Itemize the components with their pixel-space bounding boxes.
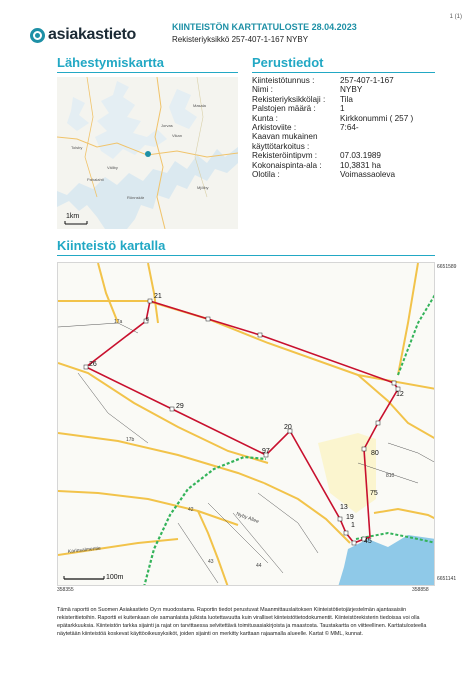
place-name: Mjölby [197, 185, 209, 190]
info-row [252, 85, 452, 94]
coord-top-right: 6651589 [437, 264, 457, 270]
info-row [252, 104, 452, 113]
place-name: Masala [193, 103, 206, 108]
point-label: 29 [176, 403, 184, 410]
parcel-label: 42 [188, 507, 194, 513]
property-map-rule [57, 255, 435, 256]
info-value: Kirkkonummi ( 257 ) [340, 113, 414, 123]
parcel-label: 43 [208, 559, 214, 565]
info-row [252, 76, 452, 85]
coord-bottom-right: 6651141 [437, 576, 457, 582]
info-value [340, 132, 452, 151]
point-label: 45 [364, 538, 372, 545]
info-value: Tila [340, 94, 353, 104]
info-value: 10,3831 ha [340, 160, 381, 170]
property-map-title: Kiinteistö kartalla [57, 238, 166, 253]
place-name: Jorvas [161, 123, 173, 128]
info-value: 7:64- [340, 123, 359, 133]
place-name: Rönnskär [127, 195, 145, 200]
info-row [252, 114, 452, 123]
overview-scale-label: 1km [66, 213, 80, 220]
disclaimer-text: Tämä raportti on Suomen Asiakastieto Oy:n muodostama. Raportin tiedot perustuvat Maanmittauslaitoksen Kiinteistötietojärjestelmän ajantasaisiin rekisteritietoihin. Raportti ei kuitenkaan ole samanlaista julkista luotettavuutta kuin viralliset kiinteistötietodokumentit. Kiinteistörekisterin tiedoissa voi olla epätarkkuuksia. Kiinteistön tarkka sijainti ja rajat on tarvittaessa selvitettävä toimitusasiakirjoista ja maastosta. Taustakartta on viitteellinen. Karttatulosteella näytetään kiinteistöä koskevat käyttöoikeusyksiköt, joiden sijainti on merkitty karttaan rajaamalla alueelle. Kartat © MML, kunnat. [57, 607, 427, 637]
place-name: Vikan [172, 133, 182, 138]
info-row [252, 170, 452, 179]
point-label: 1 [351, 522, 355, 529]
brand-logo[interactable] [30, 26, 136, 44]
parcel-label: 44 [256, 563, 262, 569]
info-value: 07.03.1989 [340, 151, 381, 161]
overview-map-graphic [57, 77, 238, 229]
info-row [252, 132, 452, 151]
coord-bottom-left: 358355 [57, 587, 74, 593]
parcel-label: 810 [386, 473, 395, 479]
parcel-label: 17a [114, 319, 123, 325]
road-label: Nyby Allee [235, 511, 260, 525]
map-scale-label: 100m [106, 574, 124, 581]
info-row [252, 95, 452, 104]
info-value: 257-407-1-167 [340, 76, 394, 85]
info-value: Voimassaoleva [340, 170, 396, 180]
overview-map [57, 77, 238, 229]
info-key: Arkistoviite : [252, 123, 297, 133]
point-label: 75 [370, 490, 378, 497]
info-key: Nimi : [252, 85, 273, 95]
point-label: 19 [346, 514, 354, 521]
road-label: Karinsalmentie [67, 545, 102, 555]
point-label: 8 [146, 317, 149, 323]
point-label: 12 [396, 391, 404, 398]
point-label: 97 [262, 448, 270, 455]
brand-name: asiakastieto [48, 26, 137, 43]
info-key: Kiinteistötunnus : [252, 76, 315, 85]
info-key: Rekisteröintipvm : [252, 151, 318, 161]
registry-line: Rekisteriyksikkö 257-407-1-167 NYBY [172, 35, 309, 44]
info-key: Palstojen määrä : [252, 104, 316, 114]
property-map-graphic [58, 263, 435, 586]
info-key: Kaavan mukainen käyttötarkoitus : [252, 132, 318, 151]
basic-info-rule [252, 72, 435, 73]
parcel-label: 17b [126, 437, 135, 443]
page-number: 1 (1) [449, 14, 462, 20]
point-label: 80 [371, 450, 379, 457]
basic-info-table [252, 76, 452, 179]
info-row [252, 123, 452, 132]
coord-bottom-mid: 358858 [412, 587, 429, 593]
place-name: Vällby [107, 165, 118, 170]
overview-rule [57, 72, 238, 73]
brand-logo-icon [30, 28, 45, 43]
place-name: Pahalahti [87, 177, 104, 182]
property-map [57, 262, 435, 586]
point-label: 26 [89, 361, 97, 368]
info-key: Rekisteriyksikkölaji : [252, 94, 326, 104]
report-title: KIINTEISTÖN KARTTATULOSTE 28.04.2023 [172, 22, 357, 32]
overview-title: Lähestymiskartta [57, 55, 164, 70]
basic-info-title: Perustiedot [252, 55, 324, 70]
point-label: 13 [340, 504, 348, 511]
info-value: 1 [340, 104, 345, 114]
info-key: Kokonaispinta-ala : [252, 160, 322, 170]
point-label: 20 [284, 424, 292, 431]
info-row [252, 161, 452, 170]
info-value: NYBY [340, 85, 363, 95]
info-key: Olotila : [252, 170, 280, 180]
point-label: 21 [154, 293, 162, 300]
info-key: Kunta : [252, 113, 278, 123]
place-name: Tolsby [71, 145, 83, 150]
info-row [252, 151, 452, 160]
location-marker [145, 151, 151, 157]
